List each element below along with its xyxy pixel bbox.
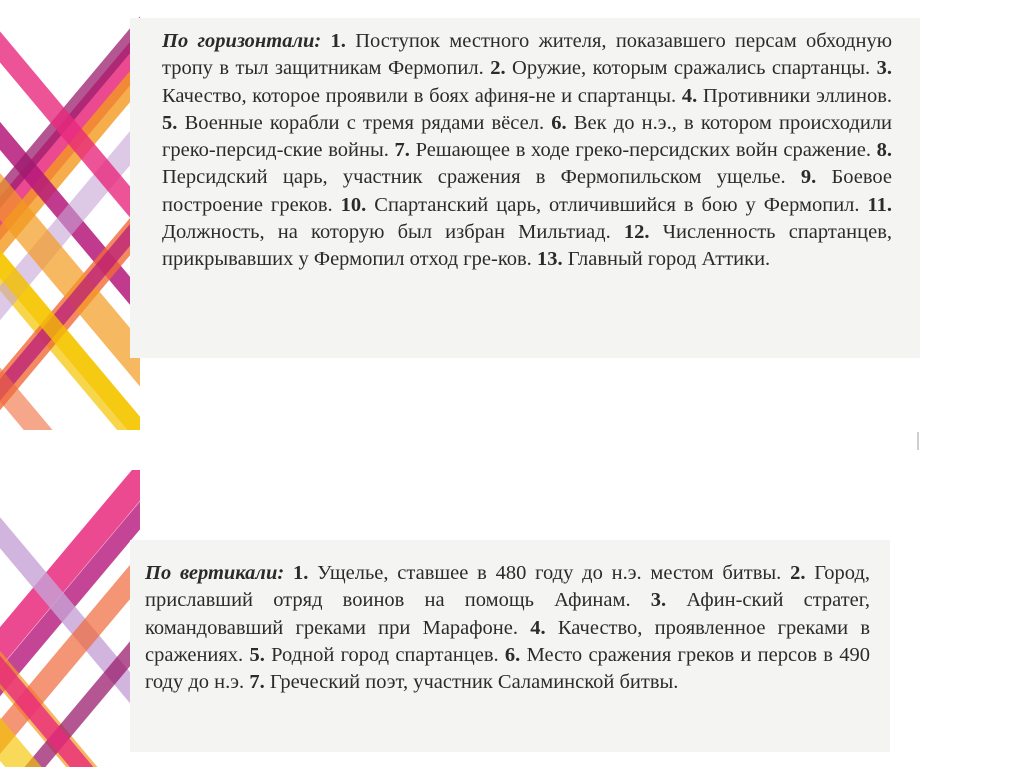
clue-text: Военные корабли с тремя рядами вёсел. [184, 111, 545, 134]
clue-text: Место сражения греков и персов в 490 году до н.э. [145, 643, 871, 694]
clue-text: Персидский царь, участник сражения в Фермопильском ущелье. [162, 166, 786, 189]
clue-number: 12. [623, 221, 650, 244]
clue-number: 5. [162, 111, 178, 134]
clue-number: 13. [536, 248, 563, 271]
clue-number: 10. [340, 193, 367, 216]
clue-number: 2. [490, 57, 506, 80]
clue-text: Должность, на которую был избран Мильтиад. [162, 221, 611, 244]
clue-number: 6. [551, 111, 567, 134]
clue-number: 6. [504, 643, 521, 666]
clue-text: Век до н.э., в котором происходили греко-персид-ские войны. [162, 111, 893, 162]
clue-number: 2. [790, 562, 806, 584]
clue-text: Поступок местного жителя, показавшего персам обходную тропу в тыл защитникам Фермопил. [162, 30, 893, 80]
clue-number: 5. [249, 643, 265, 666]
decorative-stripes-bottom [0, 470, 140, 767]
clue-number: 3. [876, 57, 893, 80]
clue-text: Город, приславший отряд воинов на помощь Афинам. [145, 562, 871, 612]
clue-number: 8. [876, 139, 893, 162]
divider-mark [917, 432, 919, 450]
clue-number: 11. [867, 193, 893, 216]
clue-text: Спартанский царь, отличившийся в бою у Фермопил. [374, 193, 860, 216]
clue-text: Боевое построение греков. [162, 166, 893, 216]
clue-text: Родной город спартанцев. [271, 643, 499, 666]
clue-number: 1. [330, 30, 346, 52]
clue-text: Качество, которое проявили в боях афиня-не и спартанцы. [162, 84, 677, 107]
clue-number: 4. [681, 84, 698, 107]
clue-number: 7. [394, 139, 410, 162]
clue-number: 9. [800, 166, 817, 189]
clue-text: Решающее в ходе греко-персидских войн сражение. [415, 139, 871, 162]
clue-number: 1. [292, 562, 309, 584]
clue-text: Качество, проявленное греками в сражениях. [145, 616, 871, 666]
clue-text: Греческий поэт, участник Саламинской битвы. [269, 671, 679, 694]
clue-text: Оружие, которым сражались спартанцы. [512, 57, 871, 80]
clue-number: 3. [650, 589, 667, 612]
clue-text: Противники эллинов. [702, 84, 892, 107]
vertical-clues [145, 560, 870, 696]
vertical-heading: По вертикали: [145, 562, 285, 584]
clue-text: Ущелье, ставшее в 480 году до н.э. местом битвы. [317, 562, 782, 584]
horizontal-clues [162, 28, 892, 274]
clue-text: Численность спартанцев, прикрывавших у Фермопил отход гре-ков. [162, 221, 892, 271]
clue-number: 4. [530, 616, 546, 639]
clue-text: Афин-ский стратег, командовавший греками при Марафоне. [145, 589, 871, 639]
decorative-stripes-top [0, 0, 140, 430]
clue-number: 7. [249, 671, 265, 694]
horizontal-heading: По горизонтали: [162, 30, 322, 52]
clue-text: Главный город Аттики. [567, 248, 771, 271]
